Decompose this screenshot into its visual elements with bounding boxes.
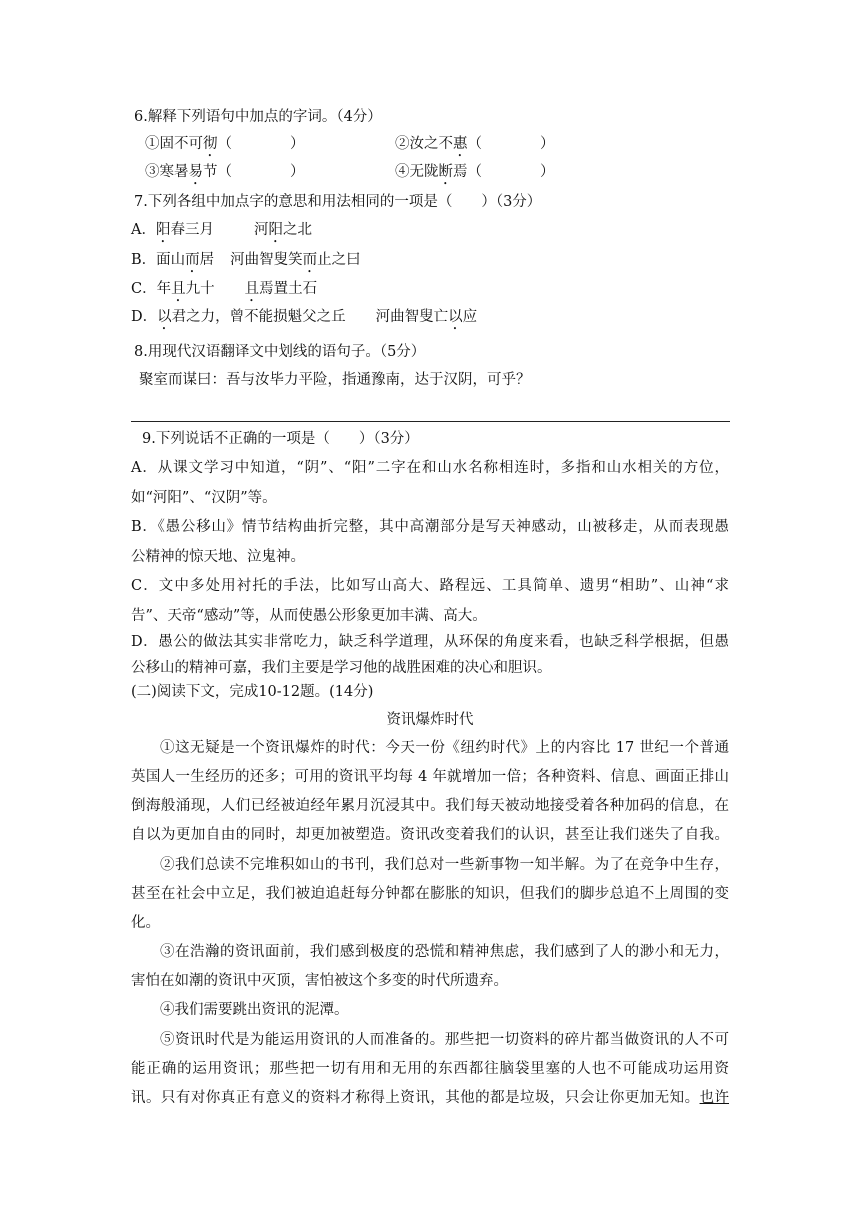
emphasis-char: 彻 xyxy=(203,136,218,152)
article-title: 资讯爆炸时代 xyxy=(386,712,474,728)
q8-passage: 聚室而谋曰：吾与汝毕力平险，指通豫南，达于汉阴，可乎？ xyxy=(139,372,531,388)
q8-stem: 8.用现代汉语翻译文中划线的语句子。（5分） xyxy=(134,344,426,360)
q7-option-b: B．面山而居 河曲智叟笑而止之曰 xyxy=(131,252,361,268)
q6-item-c: ③寒暑易节（ ） xyxy=(145,164,305,180)
emphasis-char: 且 xyxy=(244,281,260,297)
paragraph-5-line3: 讯。只有对你真正有意义的资料才称得上资讯，其他的都是垃圾，只会让你更加无知。也许 xyxy=(131,1090,730,1106)
emphasis-char: 阳 xyxy=(268,222,283,238)
emphasis-char: 惠 xyxy=(453,136,468,152)
paragraph-2-line2: 甚至在社会中立足，我们被迫追赶每分钟都在膨胀的知识，但我们的脚步总追不上周围的变 xyxy=(131,886,729,902)
paragraph-3-line1: ③在浩瀚的资讯面前，我们感到极度的恐慌和精神焦虑，我们感到了人的渺小和无力， xyxy=(160,944,729,960)
q7-stem: 7.下列各组中加点字的意思和用法相同的一项是（ ）（3分） xyxy=(134,194,542,210)
q9-stem: 9.下列说话不正确的一项是（ ）（3分） xyxy=(142,431,419,447)
section-heading: (二)阅读下文，完成10-12题。(14分) xyxy=(131,684,374,700)
answer-line xyxy=(131,421,730,422)
emphasis-char: 断 xyxy=(438,164,453,180)
paragraph-3-line2: 害怕在如潮的资讯中灭顶，害怕被这个多变的时代所遗弃。 xyxy=(131,973,508,989)
paragraph-5-line1: ⑤资讯时代是为能运用资讯的人而准备的。那些把一切资料的碎片都当做资讯的人不可 xyxy=(160,1032,729,1048)
paragraph-1-line1: ①这无疑是一个资讯爆炸的时代：今天一份《纽约时代》上的内容比 17 世纪一个普通 xyxy=(160,740,729,756)
emphasis-char: 而 xyxy=(185,252,200,268)
q9-option-c-line2: 告”、天帝“感动”等，从而使愚公形象更加丰满、高大。 xyxy=(131,608,487,624)
underlined-text: 也许 xyxy=(699,1090,730,1106)
paragraph-2-line1: ②我们总读不完堆积如山的书刊，我们总对一些新事物一知半解。为了在竞争中生存， xyxy=(160,857,729,873)
emphasis-char: 而 xyxy=(302,252,318,268)
paragraph-4-line1: ④我们需要跳出资讯的泥潭。 xyxy=(160,1002,349,1018)
q9-option-c-line1: C．文中多处用衬托的手法，比如写山高大、路程远、工具简单、遗男“相助”、山神“求 xyxy=(131,578,729,594)
emphasis-char: 易 xyxy=(188,164,203,180)
q9-option-a-line2: 如“河阳”、“汉阴”等。 xyxy=(131,490,277,506)
emphasis-char: 且 xyxy=(171,281,186,297)
q9-option-b-line2: 公精神的惊天地、泣鬼神。 xyxy=(131,549,305,565)
q9-option-d-line1: D．愚公的做法其实非常吃力，缺乏科学道理，从环保的角度来看，也缺乏科学根据，但愚 xyxy=(131,634,729,650)
emphasis-char: 阳 xyxy=(155,222,171,238)
q7-option-d: D．以君之力，曾不能损魁父之丘 河曲智叟亡以应 xyxy=(131,309,478,325)
q6-item-a: ①固不可彻（ ） xyxy=(145,136,305,152)
emphasis-char: 以 xyxy=(448,309,463,325)
q6-item-b: ②汝之不惠（ ） xyxy=(395,136,555,152)
q7-option-c: C．年且九十 且焉置土石 xyxy=(131,281,318,297)
paragraph-2-line3: 化。 xyxy=(131,915,160,931)
paragraph-1-line3: 倒海般涌现，人们已经被迫经年累月沉浸其中。我们每天被动地接受着各种加码的信息，在 xyxy=(131,798,729,814)
paragraph-1-line2: 英国人一生经历的还多；可用的资讯平均每 4 年就增加一倍；各种资料、信息、画面正排山 xyxy=(131,769,729,785)
paragraph-1-line4: 自以为更加自由的同时，却更加被塑造。资讯改变着我们的认识，甚至让我们迷失了自我。 xyxy=(131,827,729,843)
paragraph-5-line2: 能正确的运用资讯；那些把一切有用和无用的东西都往脑袋里塞的人也不可能成功运用资 xyxy=(131,1061,729,1077)
q9-option-a-line1: A．从课文学习中知道，“阴”、“阳”二字在和山水名称相连时，多指和山水相关的方位， xyxy=(131,460,729,476)
q6-stem: 6.解释下列语句中加点的字词。（4分） xyxy=(134,109,382,125)
emphasis-char: 以 xyxy=(157,309,172,325)
q9-option-b-line1: B．《愚公移山》情节结构曲折完整，其中高潮部分是写天神感动，山被移走，从而表现愚 xyxy=(131,519,729,535)
q9-option-d-line2: 公移山的精神可嘉，我们主要是学习他的战胜困难的决心和胆识。 xyxy=(131,660,552,676)
q6-item-d: ④无陇断焉（ ） xyxy=(395,164,555,180)
q7-option-a: A．阳春三月 河阳之北 xyxy=(131,222,312,238)
